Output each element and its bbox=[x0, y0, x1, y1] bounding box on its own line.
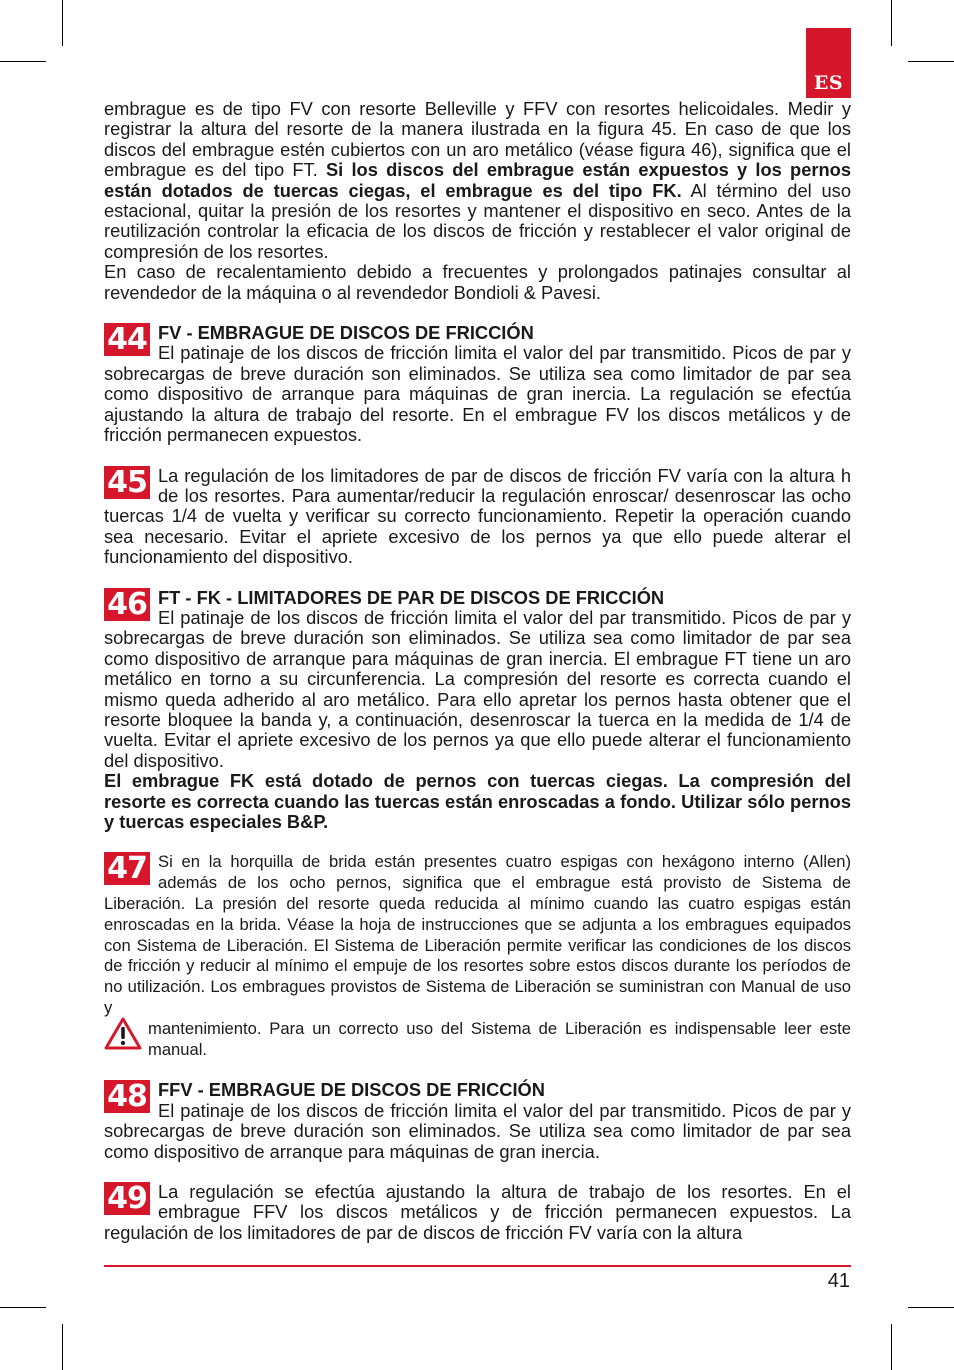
section-text: La regulación se efectúa ajustando la altura de trabajo de los resortes. En el embrague FFV los discos metálicos y de fricción permanecen expuestos. La regulación de los limitadores de par de discos de fricción FV varía con la altura bbox=[104, 1181, 851, 1243]
section-48 bbox=[104, 1080, 851, 1162]
section-text: El patinaje de los discos de fricción limita el valor del par transmitido. Picos de par y sobrecargas de breve duración son eliminados. Se utiliza sea como limitador de par sea como dispositivo de arranque para máquinas de gran inercia. La regulación se efectúa ajustando la altura de trabajo del resorte. En el embrague FV los discos metálicos y de fricción permanecen expuestos. bbox=[104, 342, 851, 446]
warning-triangle-icon bbox=[104, 1017, 142, 1051]
section-44 bbox=[104, 323, 851, 445]
crop-mark bbox=[0, 61, 46, 62]
section-title: FFV - EMBRAGUE DE DISCOS DE FRICCIÓN bbox=[158, 1079, 545, 1101]
section-text: El patinaje de los discos de fricción limita el valor del par transmitido. Picos de par y sobrecargas de breve duración son eliminados. Se utiliza sea como limitador de par sea como dispositivo de arranque para máquinas de gran inercia. bbox=[104, 1099, 851, 1162]
intro-block bbox=[104, 99, 851, 303]
section-number: 45 bbox=[104, 466, 150, 499]
crop-mark bbox=[891, 0, 892, 46]
section-title: FT - FK - LIMITADORES DE PAR DE DISCOS DE FRICCIÓN bbox=[158, 586, 665, 608]
language-tab: ES bbox=[806, 28, 851, 98]
crop-mark bbox=[908, 1307, 954, 1308]
footer-rule bbox=[104, 1265, 851, 1267]
section-text: El patinaje de los discos de fricción limita el valor del par transmitido. Picos de par y sobrecargas de breve duración son eliminados. Se utiliza sea como limitador de par sea como dispositivo de arranque para máquinas de gran inercia. El embrague FT tiene un aro metálico en torno a su circunferencia. La compresión del resorte es correcta cuando el mismo queda adherido al aro metálico. Para ello apretar los pernos hasta obtener que el resorte bloquee la banda y, a continuación, desenroscar la tuerca en la medida de 1/4 de vuelta. Evitar el apriete excesivo de los pernos ya que ello puede alterar el funcionamiento del dispositivo. bbox=[104, 606, 851, 771]
section-number: 47 bbox=[104, 852, 150, 885]
crop-mark bbox=[62, 0, 63, 46]
warning-text: mantenimiento. Para un correcto uso del Sistema de Liberación es indispensable leer este manual. bbox=[148, 1018, 851, 1059]
crop-mark bbox=[62, 1324, 63, 1370]
section-title: FV - EMBRAGUE DE DISCOS DE FRICCIÓN bbox=[158, 322, 534, 344]
section-number: 46 bbox=[104, 588, 150, 621]
section-46 bbox=[104, 588, 851, 833]
crop-mark bbox=[0, 1307, 46, 1308]
section-text: La regulación de los limitadores de par de discos de fricción FV varía con la altura h de los resortes. Para aumentar/reducir la regulación enroscar/ desenroscar las ocho tuercas 1/4 de vuelta y verificar su correcto funcionamiento. Repetir la operación cuando sea necesario. Evitar el apriete excesivo de los pernos ya que ello puede alterar el funcionamiento del dispositivo. bbox=[104, 464, 851, 568]
section-number: 48 bbox=[104, 1080, 150, 1113]
section-45 bbox=[104, 466, 851, 568]
crop-mark bbox=[908, 61, 954, 62]
section-47 bbox=[104, 852, 851, 1060]
section-number: 44 bbox=[104, 323, 150, 356]
section-49 bbox=[104, 1182, 851, 1243]
section-text: Si en la horquilla de brida están presentes cuatro espigas con hexágono interno (Allen) además de los ocho pernos, significa que el embrague está provisto de Sistema de Liberación. La presión del resorte queda reducida al mínimo cuando las cuatro espigas están enroscadas en la brida. Véase la hoja de instrucciones que se adjunta a los embragues equipados con Sistema de Liberación. El Sistema de Liberación permite verificar las condiciones de los discos de fricción y reducir al mínimo el empuje de los resortes sobre estos discos durante los períodos de no utilización. Los embragues provistos de Sistema de Liberación se suministran con Manual de uso y bbox=[104, 852, 851, 1017]
section-number: 49 bbox=[104, 1182, 150, 1215]
crop-mark bbox=[891, 1324, 892, 1370]
section-bold-note: El embrague FK está dotado de pernos con tuercas ciegas. La compresión del resorte es correcta cuando las tuercas están enroscadas a fondo. Utilizar sólo pernos y tuercas especiales B&P. bbox=[104, 770, 851, 832]
warning-note bbox=[104, 1019, 851, 1061]
page-content bbox=[104, 99, 851, 1243]
intro-paragraph: embrague es de tipo FV con resorte Belleville y FFV con resortes helicoidales. Medir y registrar la altura del resorte de la manera ilustrada en la figura 45. En caso de que los discos del embrague estén cubiertos con un aro metálico (véase figura 46), significa que el embrague es del tipo FT. Si los discos del embrague están expuestos y los pernos están dotados de tuercas ciegas, el embrague es del tipo FK. Al término del uso estacional, quitar la presión de los resortes y mantener el dispositivo en seco. Antes de la reutilización controlar la eficacia de los discos de fricción y restablecer el valor original de compresión de los resortes. bbox=[104, 98, 852, 262]
intro-paragraph-2: En caso de recalentamiento debido a frecuentes y prolongados patinajes consultar al revendedor de la máquina o al revendedor Bondioli & Pavesi. bbox=[104, 261, 851, 303]
page-number: 41 bbox=[827, 1270, 850, 1292]
